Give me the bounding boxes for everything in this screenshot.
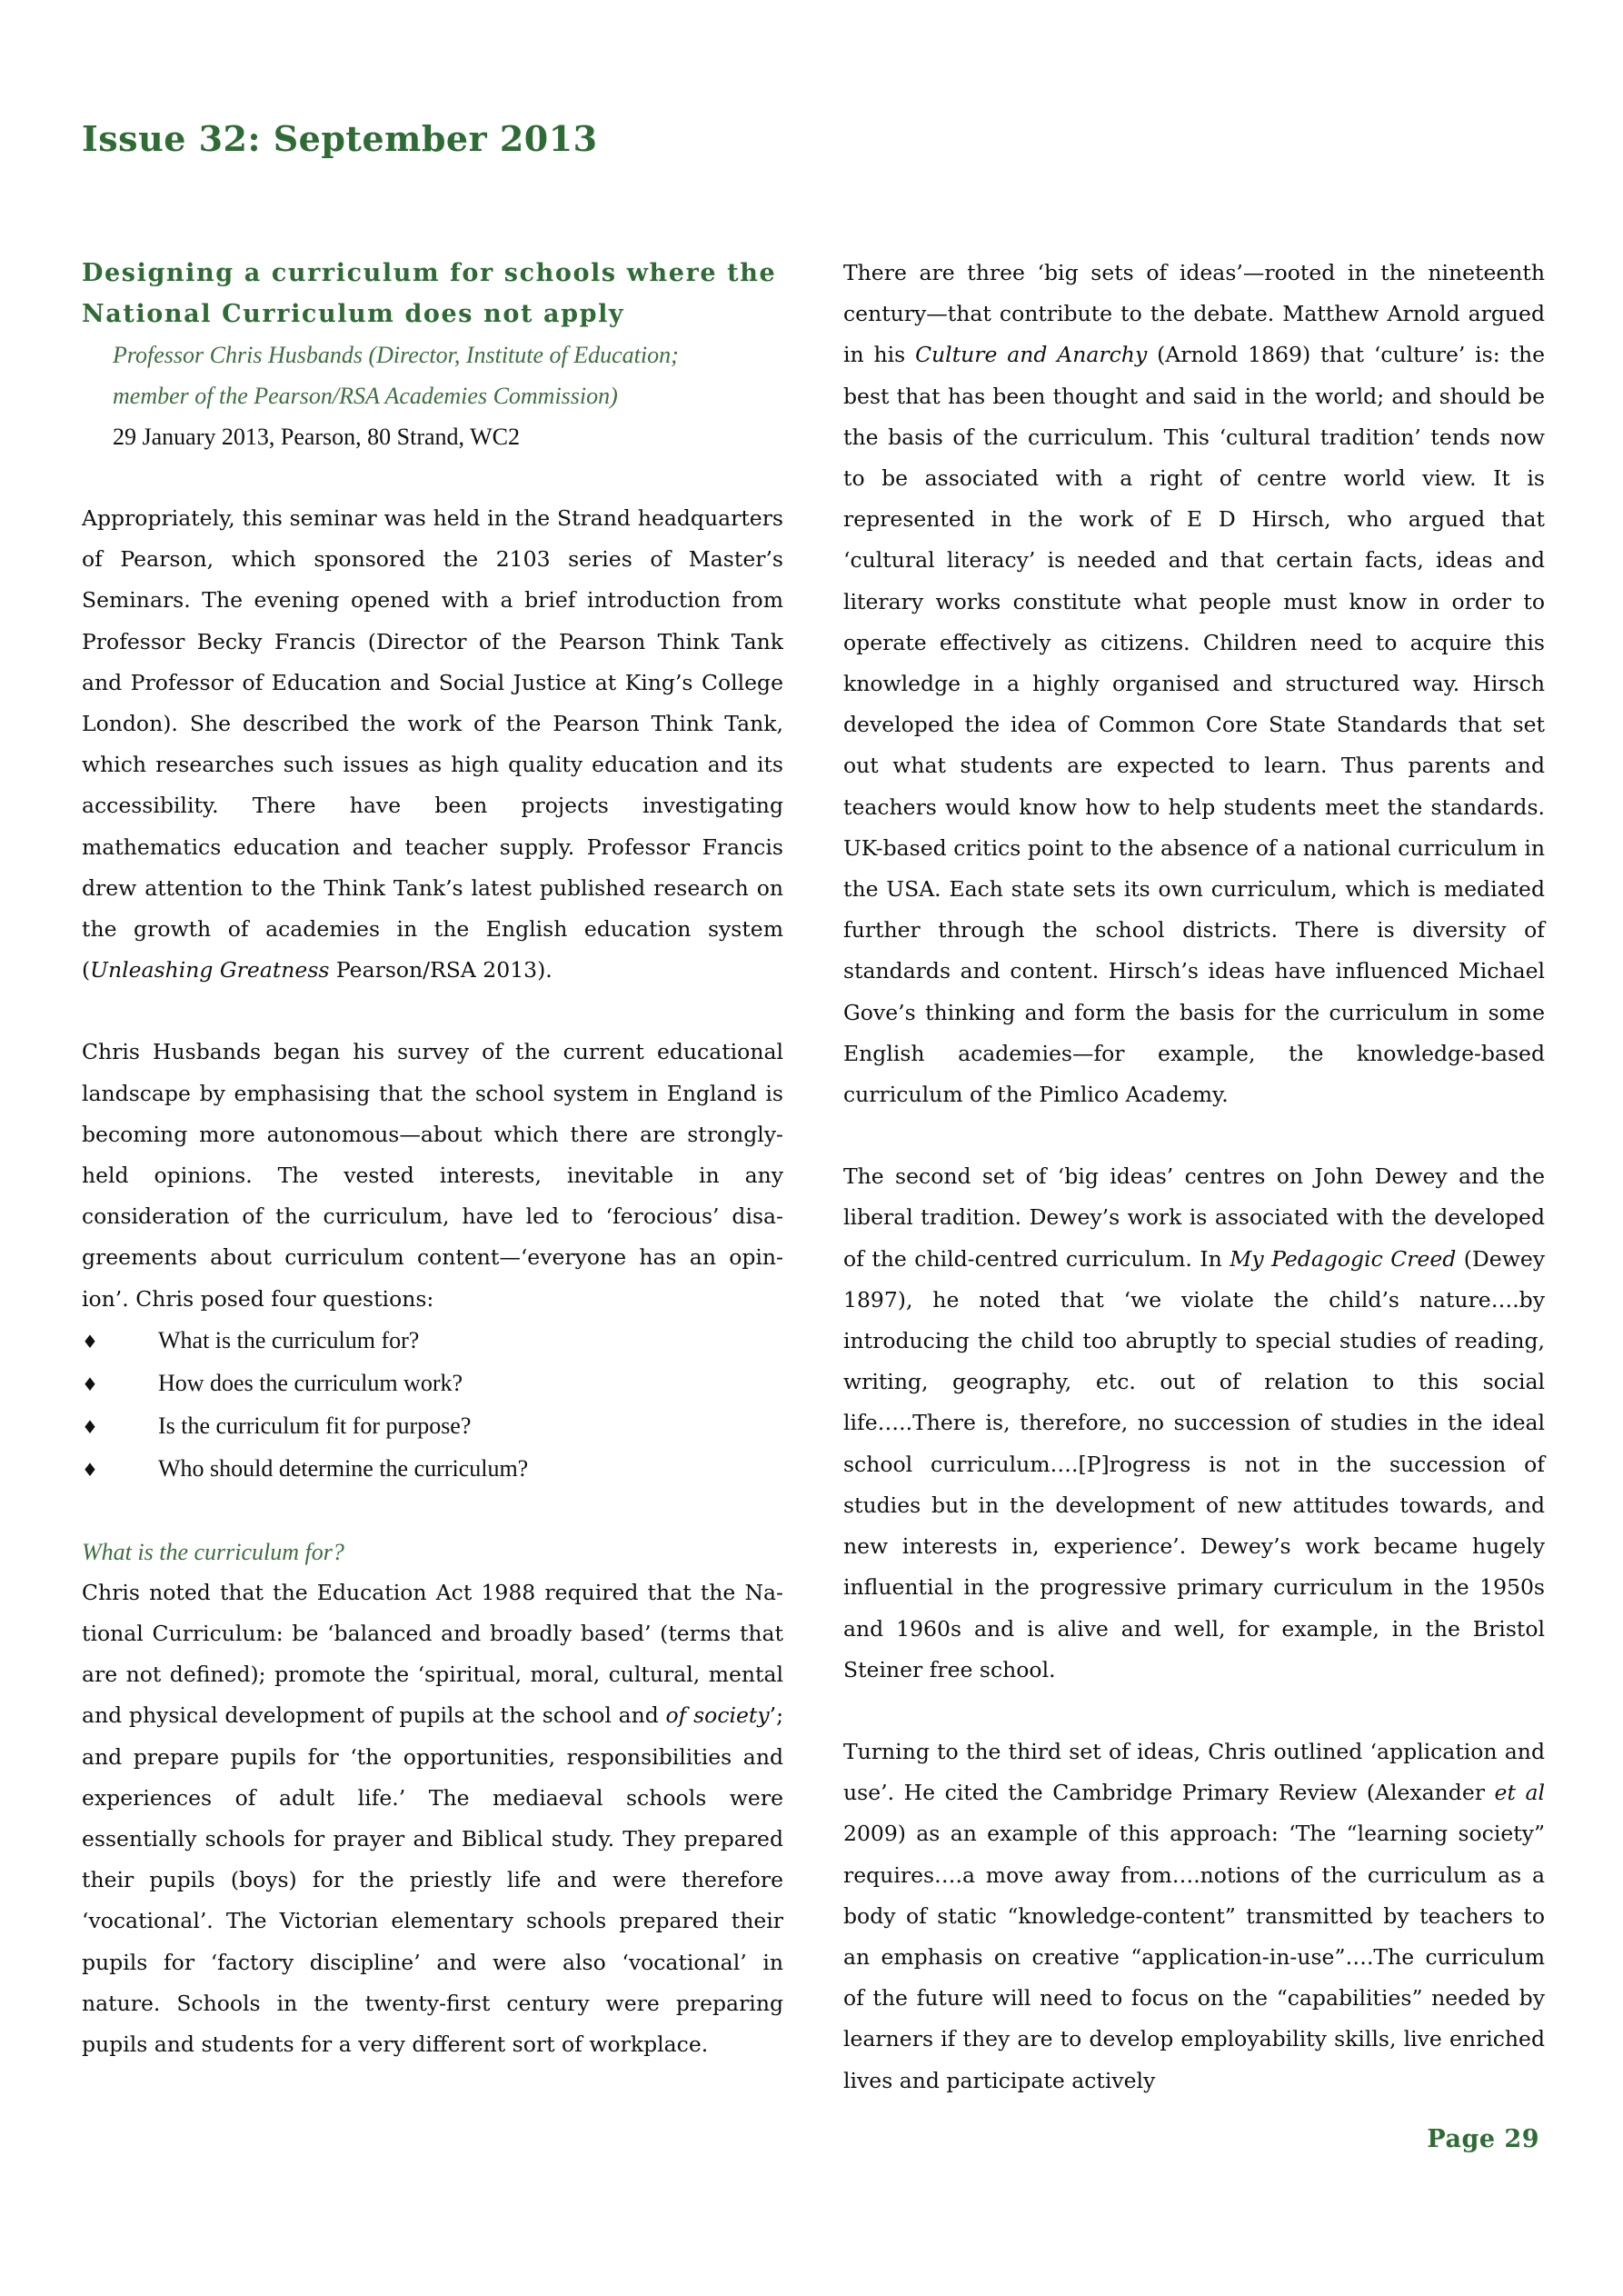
issue-title: Issue 32: September 2013 — [82, 118, 598, 159]
paragraph-text: The second set of ‘big ideas’ centres on John Dewey and the liberal tradition. Dewey’s work is associated with the developed of the child-centred curriculum. In — [843, 1163, 1545, 1272]
paragraph-text-end: (Arnold 1869) that ‘culture’ is: the best that has been thought and said in the world; and should be the basis of the curriculum. This ‘cultural tradition’ tends now to be associated with a right of centre world view. It is represented in the work of E D Hirsch, who argued that ‘cultural literacy’ is needed and that certain facts, ideas and literary works constitute what people must know in order to operate effectively as citizens. Children need to acquire this knowledge in a highly organised and structured way. Hirsch developed the idea of Common Core State Standards that set out what students are expected to learn. Thus parents and teachers would know how to help students meet the standards. UK-based critics point to the absence of a national curriculum in the USA. Each state sets its own curriculum, which is mediated further through the school districts. There is diversity of standards and content. Hirsch’s ideas have influenced Michael Gove’s thinking and form the basis for the curriculum in some English academies—for example, the knowledge-based curriculum of the Pimlico Academy. — [843, 342, 1545, 1108]
survey-paragraph: Chris Husbands began his survey of the current educational landscape by emphasising that the school system in England is becoming more autonomous—about which there are strongly-held opinions. The vested interests, inevitable in any consideration of the curriculum, have led to ‘ferocious’ disagreements about curriculum content—‘everyone has an opinion’. Chris posed four questions: — [82, 1039, 783, 1312]
italic-of-society: of society — [665, 1702, 770, 1729]
author-byline-line-1: Professor Chris Husbands (Director, Institute of Education; — [113, 342, 679, 368]
question-item — [82, 1320, 783, 1363]
intro-text: Appropriately, this seminar was held in the Strand headquarters of Pearson, which sponsored the 2103 series of Master’s Seminars. The evening opened with a brief introduction from Professor Becky Francis (Director of the Pearson Think Tank and Professor of Education and Social Justice at King’s College London). She described the work of the Pearson Think Tank, which researches such issues as high quality education and its accessibility. There have been projects investigating mathematics education and teacher supply. Professor Francis drew attention to the Think Tank’s latest published research on the growth of academies in the English education system ( — [82, 505, 783, 983]
right-column — [843, 253, 1545, 2101]
paragraph-text-end: (Dewey 1897), he noted that ‘we violate the child’s nature….by introducing the child too abruptly to special studies of reading, writing, geography, etc. out of relation to this social life…..There is, therefore, no succession of studies in the ideal school curriculum….[P]rogress is not in the succession of studies but in the development of new attitudes towards, and new interests in, experience’. Dewey’s work became hugely influential in the progressive primary curriculum in the 1950s and 1960s and is alive and well, for example, in the Bristol Steiner free school. — [843, 1245, 1546, 1682]
application-paragraph — [843, 1732, 1545, 2101]
paragraph-text: Chris noted that the Education Act 1988 required that the National Curriculum: be ‘balanced and broadly based’ (terms that are not defined); promote the ‘spiritual, moral, cultural, mental and physical development of pupils at the school and — [82, 1579, 783, 1729]
diamond-bullet-icon: ♦ — [82, 1373, 98, 1395]
book-title-unleashing-greatness: Unleashing Greatness — [90, 957, 330, 983]
paragraph-text-end: 2009) as an example of this approach: ‘The “learning society” requires….a move away from….notions of the curriculum as a body of static “knowledge-content” transmitted by teachers to an emphasis on creative “application-in-use”….The curriculum of the future will need to focus on the “capabilities” needed by learners if they are to develop employability skills, live enriched lives and participate actively — [843, 1821, 1545, 2093]
book-title-culture-and-anarchy: Culture and Anarchy — [915, 342, 1148, 368]
article-title: Designing a curriculum for schools where the National Curriculum does not apply — [82, 259, 777, 328]
author-byline-line-2: member of the Pearson/RSA Academies Commission) — [113, 383, 618, 409]
question-item — [82, 1405, 783, 1448]
intro-text-end: Pearson/RSA 2013). — [329, 957, 553, 983]
paragraph-text: Turning to the third set of ideas, Chris outlined ‘application and use’. He cited the Cambridge Primary Review (Alexander — [843, 1738, 1545, 1806]
dewey-paragraph — [843, 1156, 1545, 1691]
question-text: What is the curriculum for? — [158, 1326, 420, 1353]
arnold-paragraph — [843, 253, 1545, 1115]
question-text: Who should determine the curriculum? — [158, 1454, 529, 1482]
question-text: Is the curriculum fit for purpose? — [158, 1412, 472, 1439]
intro-paragraph — [82, 498, 783, 991]
question-text: How does the curriculum work? — [158, 1369, 463, 1396]
diamond-bullet-icon: ♦ — [82, 1415, 98, 1438]
left-column — [82, 253, 783, 2065]
diamond-bullet-icon: ♦ — [82, 1458, 98, 1481]
section-subheading: What is the curriculum for? — [82, 1538, 344, 1565]
diamond-bullet-icon: ♦ — [82, 1330, 98, 1353]
question-item — [82, 1363, 783, 1405]
event-date-venue: 29 January 2013, Pearson, 80 Strand, WC2 — [113, 424, 520, 450]
book-title-my-pedagogic-creed: My Pedagogic Creed — [1230, 1245, 1457, 1272]
page-number: Page 29 — [1427, 2125, 1539, 2153]
paragraph-text-end: ’; and prepare pupils for ‘the opportunities, responsibilities and experiences of adult life.’ The mediaeval schools were essentially schools for prayer and Biblical study. They prepared their pupils (boys) for the priestly life and were therefore ‘vocational’. The Victorian elementary schools prepared their pupils for ‘factory discipline’ and were also ‘vocational’ in nature. Schools in the twenty-first century were preparing pupils and students for a very different sort of workplace. — [82, 1702, 784, 2058]
questions-list — [82, 1320, 783, 1491]
question-item — [82, 1448, 783, 1491]
curriculum-purpose-paragraph — [82, 1572, 783, 2065]
paragraph-text: There are three ‘big sets of ideas’—rooted in the nineteenth century—that contribute to the debate. Matthew Arnold argued in his — [843, 260, 1545, 368]
italic-et-al: et al — [1494, 1780, 1545, 1806]
